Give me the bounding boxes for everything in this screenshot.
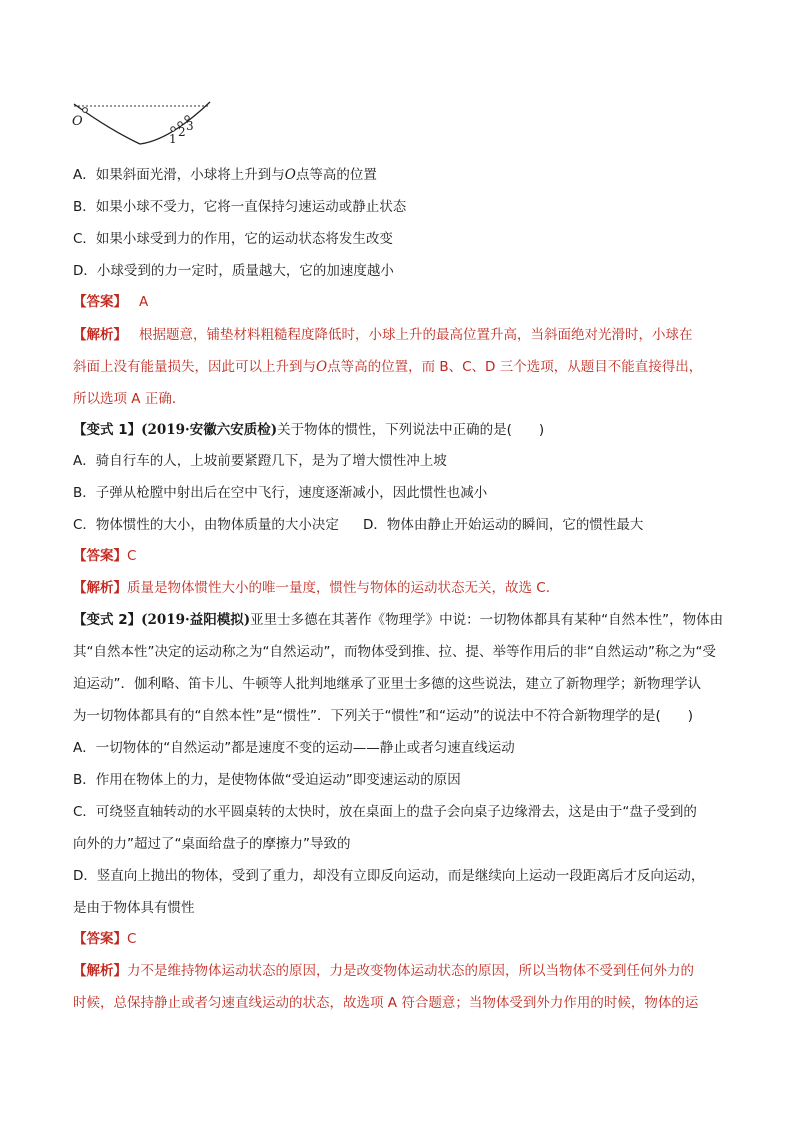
v2-option-b: B．作用在物体上的力，是使物体做“受迫运动”即变速运动的原因 <box>73 772 461 788</box>
v2-option-d-line-2: 是由于物体具有惯性 <box>73 900 195 916</box>
ball-position-1 <box>171 127 175 131</box>
q1-option-d: D．小球受到的力一定时，质量越大，它的加速度越小 <box>73 263 394 279</box>
v1-option-b: B．子弹从枪膛中射出后在空中飞行，速度逐渐减小，因此惯性也减小 <box>73 485 488 501</box>
v2-stem-line-3: 迫运动”．伽利略、笛卡儿、牛顿等人批判地继承了亚里士多德的这些说法，建立了新物理学；新物理学认 <box>73 676 701 692</box>
q1-analysis-line-2: 斜面上没有能量损失，因此可以上升到与O点等高的位置，而 B、C、D 三个选项，从题目不能直接得出， <box>73 359 703 375</box>
v1-answer: 【答案】C <box>73 548 137 564</box>
v2-option-d-line-1: D．竖直向上抛出的物体，受到了重力，却没有立即反向运动，而是继续向上运动一段距离后才反向运动， <box>73 868 705 884</box>
v2-stem-line-1: 【变式 2】(2019·益阳模拟)亚里士多德在其著作《物理学》中说：一切物体都具有某种“自然本性”，物体由 <box>73 612 724 628</box>
v2-analysis-line-2: 时候，总保持静止或者匀速直线运动的状态，故选项 A 符合题意；当物体受到外力作用的时候，物体的运 <box>73 995 699 1011</box>
label-o: O <box>72 114 83 129</box>
q1-analysis-line-1: 【解析】 根据题意，铺垫材料粗糙程度降低时，小球上升的最高位置升高，当斜面绝对光滑时，小球在 <box>73 327 693 343</box>
q1-answer: 【答案】 A <box>73 294 149 310</box>
label-2: 2 <box>178 125 186 139</box>
q1-option-c: C．如果小球受到力的作用，它的运动状态将发生改变 <box>73 231 393 247</box>
label-3: 3 <box>186 119 194 133</box>
v2-analysis-line-1: 【解析】力不是维持物体运动状态的原因，力是改变物体运动状态的原因，所以当物体不受到任何外力的 <box>73 963 694 979</box>
label-1: 1 <box>169 132 177 146</box>
v2-option-a: A．一切物体的“自然运动”都是速度不变的运动——静止或者匀速直线运动 <box>73 740 515 756</box>
v2-option-c-line-2: 向外的力”超过了“桌面给盘子的摩擦力”导致的 <box>73 836 351 852</box>
v2-stem-line-2: 其“自然本性”决定的运动称之为“自然运动”，而物体受到推、拉、提、举等作用后的非“自然运动”称之为“受 <box>73 644 716 660</box>
v2-answer: 【答案】C <box>73 931 137 947</box>
v2-stem-line-4: 为一切物体都具有的“自然本性”是“惯性”．下列关于“惯性”和“运动”的说法中不符合新物理学的是( ) <box>73 708 693 724</box>
v2-option-c-line-1: C．可绕竖直轴转动的水平圆桌转的太快时，放在桌面上的盘子会向桌子边缘滑去，这是由于“盘子受到的 <box>73 804 697 820</box>
v1-stem: 【变式 1】(2019·安徽六安质检)关于物体的惯性，下列说法中正确的是( ) <box>73 422 545 438</box>
v1-analysis: 【解析】质量是物体惯性大小的唯一量度，惯性与物体的运动状态无关，故选 C. <box>73 580 551 596</box>
v1-option-cd: C．物体惯性的大小，由物体质量的大小决定 D．物体由静止开始运动的瞬间，它的惯性最大 <box>73 517 644 533</box>
ball-start <box>83 108 88 113</box>
track-figure <box>70 100 220 148</box>
q1-option-a: A．如果斜面光滑，小球将上升到与O点等高的位置 <box>73 167 377 183</box>
q1-analysis-line-3: 所以选项 A 正确． <box>73 391 186 407</box>
q1-option-b: B．如果小球不受力，它将一直保持匀速运动或静止状态 <box>73 199 407 215</box>
v1-option-a: A．骑自行车的人，上坡前要紧蹬几下，是为了增大惯性冲上坡 <box>73 453 447 469</box>
